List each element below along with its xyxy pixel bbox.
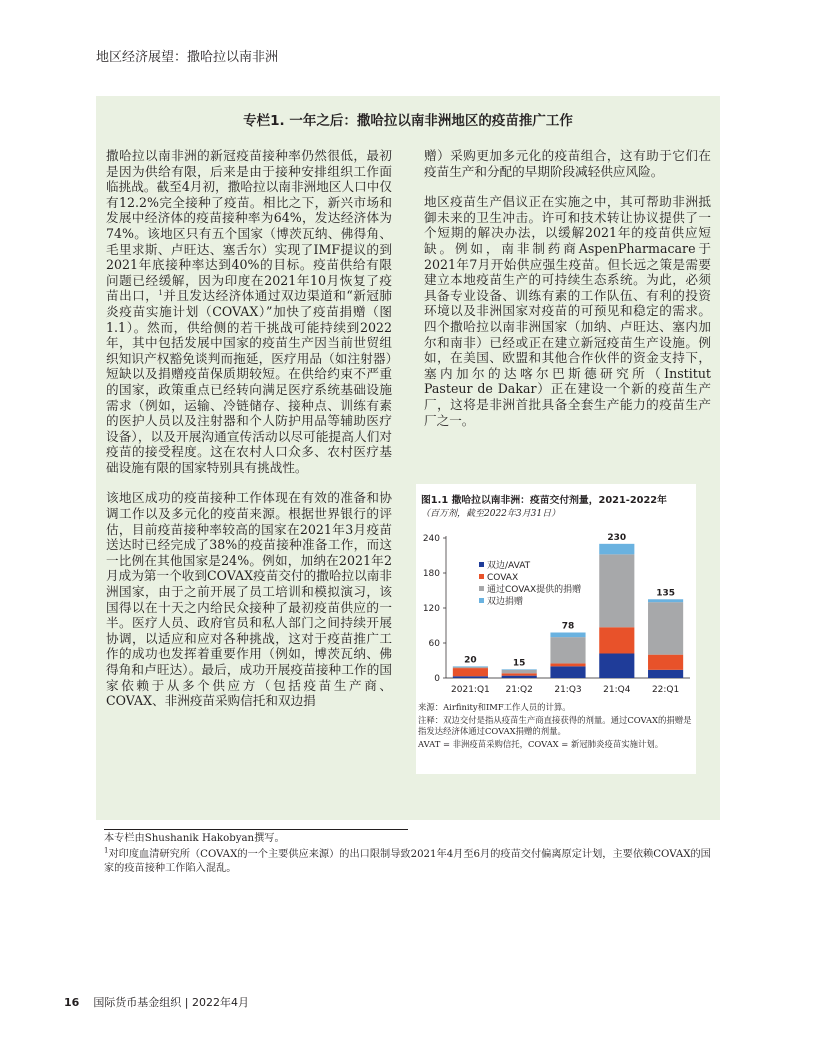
bar-segment <box>453 668 488 676</box>
stacked-bar-chart <box>416 524 696 700</box>
y-tick-label: 60 <box>428 639 440 649</box>
figure-note: 注释：双边交付是指从疫苗生产商直接获得的剂量。通过COVAX的捐赠是指发达经济体通过COVAX捐赠的剂量。 <box>418 715 692 736</box>
figure-abbrev: AVAT = 非洲疫苗采购信托，COVAX = 新冠肺炎疫苗实施计划。 <box>418 739 664 749</box>
footnote-number: 1 <box>104 846 109 855</box>
x-tick-label: 21:Q3 <box>554 685 582 695</box>
bar-segment <box>550 633 585 638</box>
bar-total-label: 15 <box>512 658 526 669</box>
y-tick-label: 180 <box>422 569 440 579</box>
page-number: 16 <box>64 996 80 1009</box>
bar-segment <box>453 676 488 678</box>
bar-segment <box>648 670 683 678</box>
legend-swatch <box>479 598 484 603</box>
legend-label: COVAX <box>487 573 519 583</box>
bar-segment <box>599 544 634 555</box>
author-note: 本专栏由Shushanik Hakobyan撰写。 <box>104 833 285 844</box>
paragraph: 该地区成功的疫苗接种工作体现在有效的准备和协调工作以及多元化的疫苗来源。根据世界银行的评估，目前疫苗接种率较高的国家在2021年3月疫苗送达时已经完成了38%的疫苗接种准备工作，而这一比例在其他国家是24%。例如，加纳在2021年2月成为第一个收到COVAX疫苗交付的撒哈拉以南非洲国家，由于之前开展了员工培训和模拟演习，该国得以在十天之内给民众接种了最初疫苗供应的一半。医疗人员、政府官员和私人部门之间持续开展协调，以适应和应对各种挑战，这对于疫苗推广工作的成功也发挥着重要作用（例如，博茨瓦纳、佛得角和卢旺达）。最后，成功开展疫苗接种工作的国家依赖于从多个供应方（包括疫苗生产商、COVAX、非洲疫苗采购信托和双边捐 <box>106 490 392 709</box>
figure-source: 来源：Airfinity和IMF工作人员的计算。 <box>418 702 571 712</box>
footnote-rule <box>104 829 408 830</box>
bar-segment <box>599 627 634 653</box>
y-tick-label: 0 <box>434 674 440 684</box>
figure-title: 图1.1 撒哈拉以南非洲：疫苗交付剂量，2021-2022年 <box>421 495 667 506</box>
bar-segment <box>502 669 537 670</box>
footnotes <box>104 832 716 878</box>
x-tick-label: 21:Q2 <box>505 685 533 695</box>
bar-total-label: 78 <box>561 621 575 632</box>
legend-swatch <box>479 586 484 591</box>
figure-panel <box>416 484 696 774</box>
bar-segment <box>550 637 585 663</box>
footnote-marker: 1 <box>158 289 163 298</box>
paragraph: 赠）采购更加多元化的疫苗组合，这有助于它们在疫苗生产和分配的早期阶段减轻供应风险。 <box>424 148 711 179</box>
running-head: 地区经济展望：撒哈拉以南非洲 <box>96 50 279 65</box>
bar-segment <box>599 554 634 627</box>
bar-total-label: 135 <box>656 588 675 599</box>
y-tick-label: 240 <box>422 534 440 544</box>
bar-segment <box>502 676 537 678</box>
paragraph-text: 并且发达经济体通过双边渠道和“新冠肺炎疫苗实施计划（COVAX）”加快了疫苗捐赠（图1.1）。然而，供给侧的若干挑战可能持续到2022年，其中包括发展中国家的疫苗生产因当前世贸组织知识产权豁免谈判而拖延，医疗用品（如注射器）短缺以及捐赠疫苗保质期较短。在供给约束不严重的国家，政策重点已经转向满足医疗系统基础设施需求（例如，运输、冷链储存、接种点、训练有素的医护人员以及注射器和个人防护用品等辅助医疗设备），以及开展沟通宣传活动以尽可能提高人们对疫苗的接受程度。这在农村人口众多、农村医疗基础设施有限的国家特别具有挑战性。 <box>106 288 392 475</box>
paragraph: 地区疫苗生产倡议正在实施之中，其可帮助非洲抵御未来的卫生冲击。许可和技术转让协议提供了一个短期的解决办法，以缓解2021年的疫苗供应短缺。例如，南非制药商AspenPharmacare于2021年7月开始供应强生疫苗。但长远之策是需要建立本地疫苗生产的可持续生态系统。为此，必须具备专业设备、训练有素的工作队伍、有利的投资环境以及非洲国家对疫苗的可预见和稳定的需求。四个撒哈拉以南非洲国家（加纳、卢旺达、塞内加尔和南非）已经或正在建立新冠疫苗生产设施。例如，在美国、欧盟和其他合作伙伴的资金支持下，塞内加尔的达喀尔巴斯德研究所（Institut Pasteur de Dakar）正在建设一个新的疫苗生产厂，这将是非洲首批具备全套生产能力的疫苗生产厂之一。 <box>424 194 711 428</box>
legend-label: 通过COVAX提供的捐赠 <box>487 585 582 595</box>
legend-swatch <box>479 574 484 579</box>
bar-segment <box>502 673 537 675</box>
box-right-column <box>424 148 711 443</box>
bar-segment <box>550 666 585 678</box>
bar-total-label: 20 <box>464 655 477 666</box>
publication-info: 国际货币基金组织 | 2022年4月 <box>93 996 250 1009</box>
bar-segment <box>502 670 537 674</box>
paragraph-text: 撒哈拉以南非洲的新冠疫苗接种率仍然很低，最初是因为供给有限，后来是由于接种安排组织工作面临挑战。截至4月初，撒哈拉以南非洲地区人口中仅有12.2%完全接种了疫苗。相比之下，新兴市场和发展中经济体的疫苗接种率为64%，发达经济体为74%。该地区只有五个国家（博茨瓦纳、佛得角、毛里求斯、卢旺达、塞舌尔）实现了IMF提议的到2021年底接种率达到40%的目标。疫苗供给有限问题已经缓解，因为印度在2021年10月恢复了疫苗出口， <box>106 148 392 304</box>
figure-notes <box>418 702 694 752</box>
bar-segment <box>453 666 488 667</box>
bar-segment <box>453 667 488 668</box>
figure-subtitle: （百万剂，截至2022年3月31日） <box>421 509 561 519</box>
bar-segment <box>648 655 683 670</box>
bar-total-label: 230 <box>607 532 627 543</box>
legend-swatch <box>479 562 484 567</box>
x-tick-label: 21:Q4 <box>603 685 631 695</box>
legend-label: 双边/AVAT <box>487 561 531 571</box>
footnote-text: 对印度血清研究所（COVAX的一个主要供应来源）的出口限制导致2021年4月至6月的疫苗交付偏离原定计划，主要依赖COVAX的国家的疫苗接种工作陷入混乱。 <box>104 849 711 874</box>
x-tick-label: 2021:Q1 <box>451 685 490 695</box>
paragraph <box>106 148 392 475</box>
bar-segment <box>648 599 683 602</box>
y-tick-label: 120 <box>422 604 440 614</box>
box-left-column <box>106 148 392 724</box>
box-title: 专栏1. 一年之后：撒哈拉以南非洲地区的疫苗推广工作 <box>243 113 573 129</box>
bar-segment <box>599 654 634 679</box>
footnote-1 <box>104 848 716 876</box>
x-tick-label: 22:Q1 <box>651 685 680 695</box>
legend-label: 双边捐赠 <box>487 597 524 607</box>
bar-segment <box>648 602 683 654</box>
page-footer <box>64 994 249 1010</box>
bar-segment <box>550 663 585 666</box>
